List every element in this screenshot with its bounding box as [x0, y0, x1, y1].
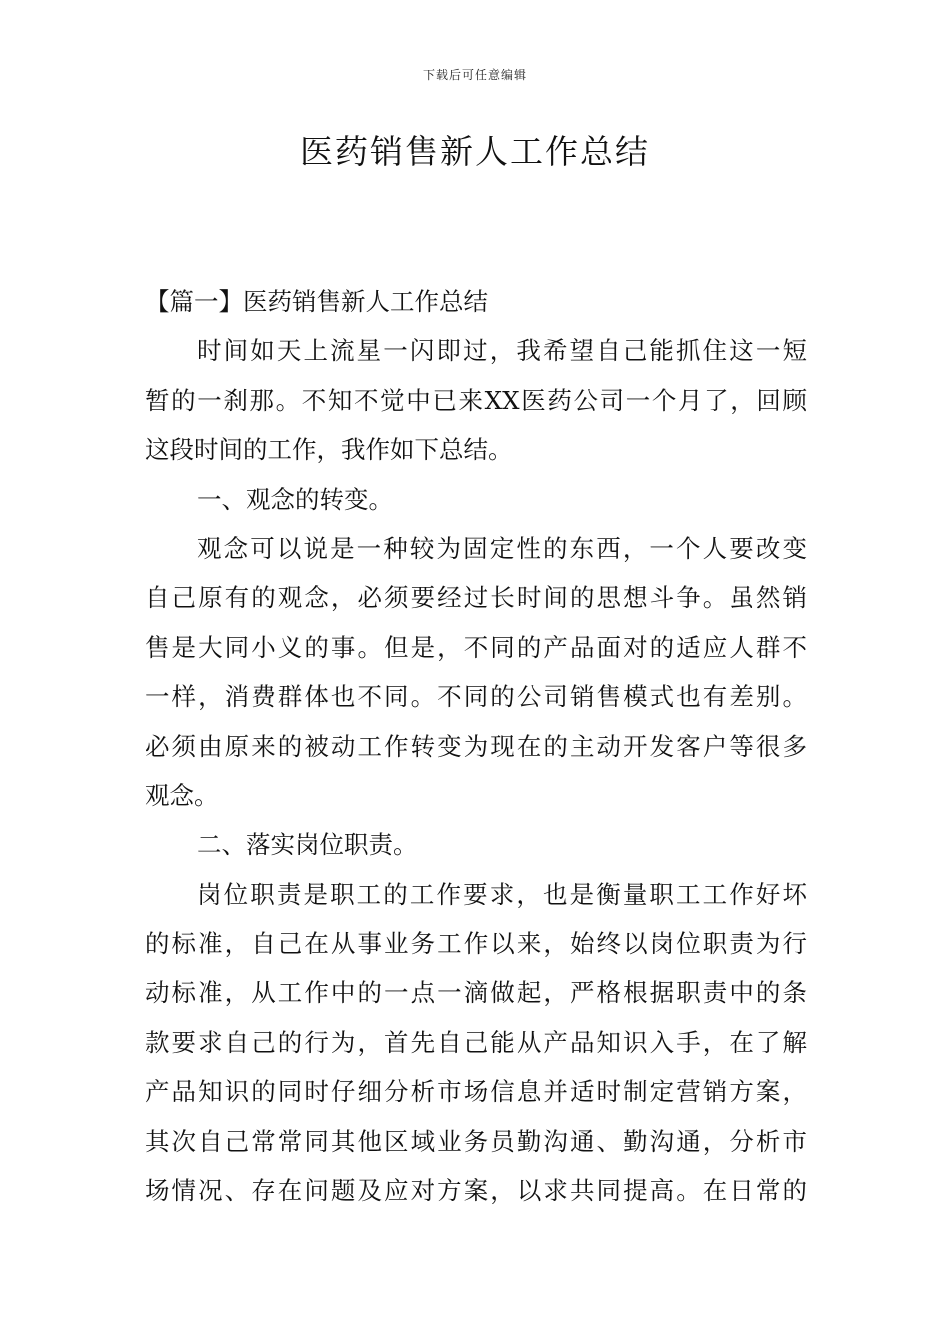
text-line: 售是大同小义的事。但是，不同的产品面对的适应人群不 — [145, 632, 807, 662]
text-line: 【篇一】医药销售新人工作总结 — [145, 287, 488, 316]
text-line: 观念。 — [145, 780, 219, 810]
text-line: 款要求自己的行为，首先自己能从产品知识入手，在了解 — [145, 1027, 807, 1057]
text-line: 暂的一刹那。不知不觉中已来XX医药公司一个月了，回顾 — [145, 385, 807, 415]
text-line: 时间如天上流星一闪即过，我希望自己能抓住这一短 — [197, 336, 807, 366]
text-line: 必须由原来的被动工作转变为现在的主动开发客户等很多 — [145, 731, 807, 761]
header-note: 下载后可任意编辑 — [422, 68, 527, 82]
text-line: 场情况、存在问题及应对方案，以求共同提高。在日常的 — [145, 1176, 807, 1206]
text-line: 产品知识的同时仔细分析市场信息并适时制定营销方案， — [145, 1077, 807, 1107]
text-line: 一样，消费群体也不同。不同的公司销售模式也有差别。 — [145, 682, 807, 712]
text-line: 观念可以说是一种较为固定性的东西，一个人要改变 — [197, 533, 807, 563]
text-line: 的标准，自己在从事业务工作以来，始终以岗位职责为行 — [145, 929, 807, 959]
text-line: 二、落实岗位职责。 — [197, 830, 418, 860]
text-line: 自己原有的观念，必须要经过长时间的思想斗争。虽然销 — [145, 583, 807, 613]
text-line: 其次自己常常同其他区域业务员勤沟通、勤沟通，分析市 — [145, 1126, 807, 1156]
text-line: 动标准，从工作中的一点一滴做起，严格根据职责中的条 — [145, 978, 807, 1008]
text-line: 岗位职责是职工的工作要求，也是衡量职工工作好坏 — [197, 879, 807, 909]
document-body — [145, 277, 807, 1215]
text-line: 一、观念的转变。 — [197, 484, 393, 514]
text-line: 这段时间的工作，我作如下总结。 — [145, 435, 513, 465]
document-title: 医药销售新人工作总结 — [300, 132, 650, 171]
